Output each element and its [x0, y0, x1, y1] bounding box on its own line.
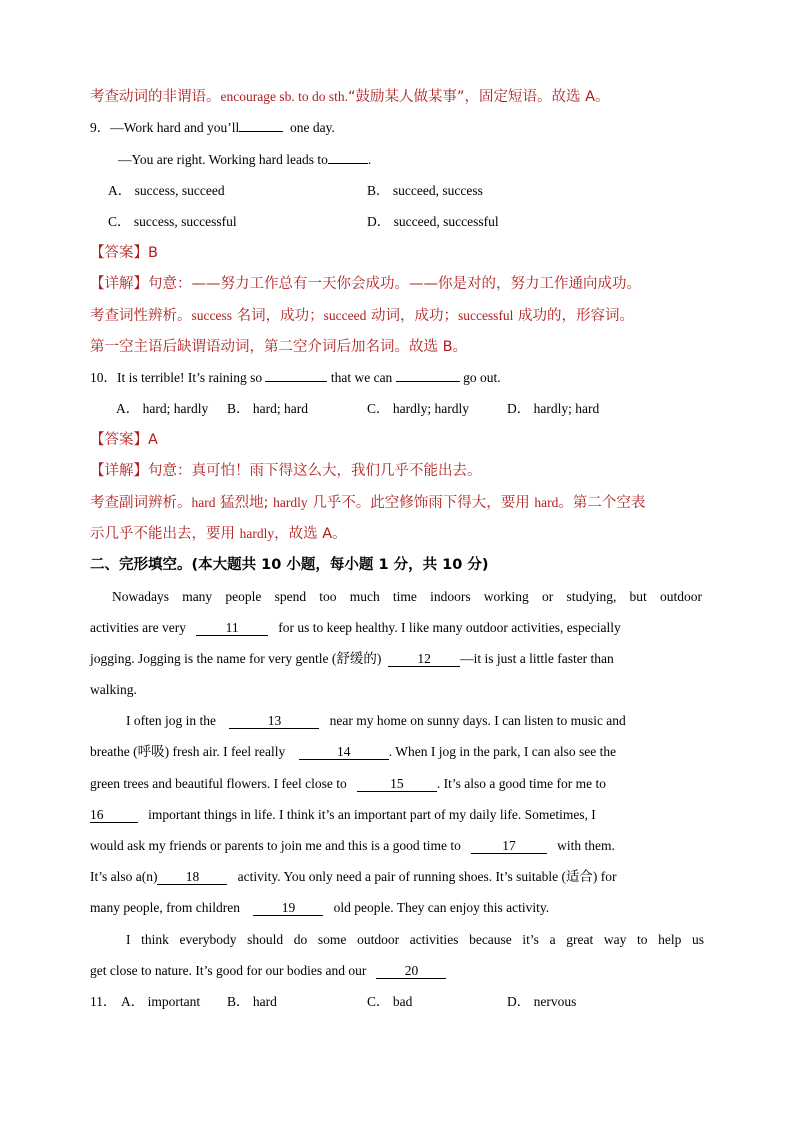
q10-option-a[interactable]: A． hard; hardly	[116, 401, 209, 416]
q10-detail-text: 几乎不。此空修饰雨下得大，要用	[307, 495, 535, 511]
passage-line	[90, 961, 794, 981]
cloze-blank-14[interactable]: 14	[299, 744, 389, 760]
q10-detail-text: 。第二个空表	[558, 495, 646, 511]
q10-detail-line3	[90, 524, 794, 544]
q9-text: one day.	[290, 120, 335, 135]
q9-detail-line2	[90, 306, 794, 326]
passage-text: jogging. Jogging is the name for very gentle (舒缓的)	[90, 651, 382, 666]
q9-detail-conclusion: 第一空主语后缺谓语动词，第二空介词后加名词。故选 B。	[90, 339, 468, 355]
q9-translation: 句意：——努力工作总有一天你会成功。——你是对的，努力工作通向成功。	[148, 276, 641, 292]
section-subtitle: (本大题共 10 小题，每小题 1 分，共 10 分)	[191, 557, 489, 573]
q9-detail-word: succeed	[323, 308, 367, 323]
q11-number: 11．	[90, 994, 117, 1009]
passage-text: It’s also a(n)	[90, 869, 158, 884]
q11-option-a[interactable]: A． important	[121, 994, 201, 1009]
answer-tag: 【答案】	[90, 432, 148, 448]
q10-detail-text: ;	[263, 495, 274, 511]
q11-option-d[interactable]: D． nervous	[507, 994, 577, 1009]
q9-number: 9．	[90, 120, 111, 135]
q11-option-c[interactable]: C． bad	[367, 994, 413, 1009]
q9-answer	[90, 243, 794, 263]
passage-line	[90, 867, 794, 887]
passage-line	[126, 711, 794, 731]
q8-explanation-text: 考查动词的非谓语。	[90, 89, 221, 105]
answer-tag: 【答案】	[90, 245, 148, 261]
q10-detail-word: hardly	[273, 495, 308, 510]
q9-text: —Work hard and you’ll	[110, 120, 240, 135]
passage-text: important things in life. I think it’s an important part of my daily life. Sometimes, I	[148, 807, 596, 822]
detail-tag: 【详解】	[90, 276, 148, 292]
passage-line	[112, 587, 702, 607]
q10-option-c[interactable]: C． hardly; hardly	[367, 401, 469, 416]
q9-detail-word: success	[191, 308, 232, 323]
q8-explanation-line	[90, 87, 794, 107]
q10-detail-text: 猛烈地	[215, 495, 264, 511]
q10-number: 10．	[90, 370, 117, 385]
q10-blank-1[interactable]	[265, 381, 327, 382]
passage-line	[90, 649, 794, 669]
q8-explanation-conclusion: “鼓励某人做某事”，固定短语。故选 A。	[347, 89, 610, 105]
section-title: 二、完形填空。	[90, 557, 192, 573]
q9-detail-line3	[90, 337, 794, 357]
passage-text: —it is just a little faster than	[460, 651, 614, 666]
q9-detail-line1	[90, 274, 794, 294]
q9-option-c[interactable]: C． success, successful	[108, 214, 237, 229]
q9-option-b[interactable]: B． succeed, success	[367, 183, 483, 198]
cloze-blank-20[interactable]: 20	[376, 963, 446, 979]
passage-line	[90, 618, 794, 638]
q9-detail-text: 考查词性辨析。	[90, 308, 192, 324]
q9-option-d[interactable]: D． succeed, successful	[367, 214, 499, 229]
passage-line	[90, 680, 794, 700]
passage-line	[126, 930, 704, 950]
passage-text: near my home on sunny days. I can listen to music and	[329, 713, 626, 728]
q10-answer	[90, 430, 794, 450]
q8-explanation-phrase: encourage sb. to do sth.	[220, 89, 348, 104]
passage-line	[90, 774, 794, 794]
passage-text: many people, from children	[90, 900, 240, 915]
q9-detail-word: successful	[457, 308, 514, 323]
q10-detail-word: hard	[191, 495, 216, 510]
q9-detail-text: 成功的，形容词。	[513, 308, 635, 324]
q9-stem-line2	[118, 150, 794, 170]
q9-blank-1[interactable]	[239, 131, 283, 132]
q10-answer-value: A	[148, 432, 158, 448]
passage-text: Nowadays many people spend too much time indoors working or studying, but outdoor	[112, 589, 702, 604]
q10-detail-text: 考查副词辨析。	[90, 495, 192, 511]
q11-option-b[interactable]: B． hard	[227, 994, 277, 1009]
passage-text: green trees and beautiful flowers. I feel close to	[90, 776, 347, 791]
passage-line	[90, 742, 794, 762]
cloze-blank-19[interactable]: 19	[253, 900, 323, 916]
q9-detail-text: 名词，成功；	[232, 308, 324, 324]
cloze-blank-17[interactable]: 17	[471, 838, 547, 854]
passage-text: would ask my friends or parents to join me and this is a good time to	[90, 838, 461, 853]
q10-blank-2[interactable]	[396, 381, 460, 382]
passage-text: breathe (呼吸) fresh air. I feel really	[90, 744, 286, 759]
q10-text: go out.	[463, 370, 501, 385]
passage-text: I think everybody should do some outdoor activities because it’s a great way to help us	[126, 932, 704, 947]
passage-text: activity. You only need a pair of running shoes. It’s suitable (适合) for	[237, 869, 617, 884]
q10-detail-word: hard	[534, 495, 559, 510]
cloze-blank-18[interactable]: 18	[157, 869, 227, 885]
q10-option-d[interactable]: D． hardly; hard	[507, 401, 600, 416]
passage-text: . When I jog in the park, I can also see the	[388, 744, 617, 759]
cloze-blank-11[interactable]: 11	[196, 620, 268, 636]
passage-text: get close to nature. It’s good for our bodies and our	[90, 963, 367, 978]
passage-text: walking.	[90, 682, 137, 697]
q10-translation: 句意：真可怕！雨下得这么大，我们几乎不能出去。	[148, 463, 482, 479]
passage-line	[90, 898, 794, 918]
passage-text: old people. They can enjoy this activity.	[333, 900, 550, 915]
q10-detail-line1	[90, 461, 794, 481]
q10-detail-word: hardly	[239, 526, 275, 541]
q10-option-b[interactable]: B． hard; hard	[227, 401, 308, 416]
q9-detail-text: 动词，成功；	[366, 308, 458, 324]
passage-text: . It’s also a good time for me to	[436, 776, 606, 791]
q9-stem-line1	[90, 118, 794, 138]
section-heading	[90, 555, 794, 575]
passage-line	[90, 836, 794, 856]
detail-tag: 【详解】	[90, 463, 148, 479]
q10-detail-text: 示几乎不能出去，要用	[90, 526, 240, 542]
cloze-blank-16[interactable]: 16	[90, 807, 138, 823]
q10-text: that we can	[330, 370, 393, 385]
passage-text: activities are very	[90, 620, 186, 635]
q9-option-a[interactable]: A． success, succeed	[108, 183, 225, 198]
q10-text: It is terrible! It’s raining so	[117, 370, 263, 385]
q9-text: —You are right. Working hard leads to	[118, 152, 328, 167]
cloze-blank-12[interactable]: 12	[388, 651, 460, 667]
q10-detail-line2	[90, 493, 794, 513]
passage-text: for us to keep healthy. I like many outdoor activities, especially	[278, 620, 621, 635]
q9-answer-value: B	[148, 245, 158, 261]
q9-text: .	[367, 152, 372, 167]
q10-detail-text: ，故选 A。	[274, 526, 347, 542]
cloze-blank-15[interactable]: 15	[357, 776, 437, 792]
passage-text: I often jog in the	[126, 713, 216, 728]
q9-blank-2[interactable]	[328, 163, 368, 164]
passage-line	[90, 805, 794, 825]
q10-stem	[90, 368, 794, 388]
cloze-blank-13[interactable]: 13	[229, 713, 319, 729]
passage-text: with them.	[557, 838, 615, 853]
